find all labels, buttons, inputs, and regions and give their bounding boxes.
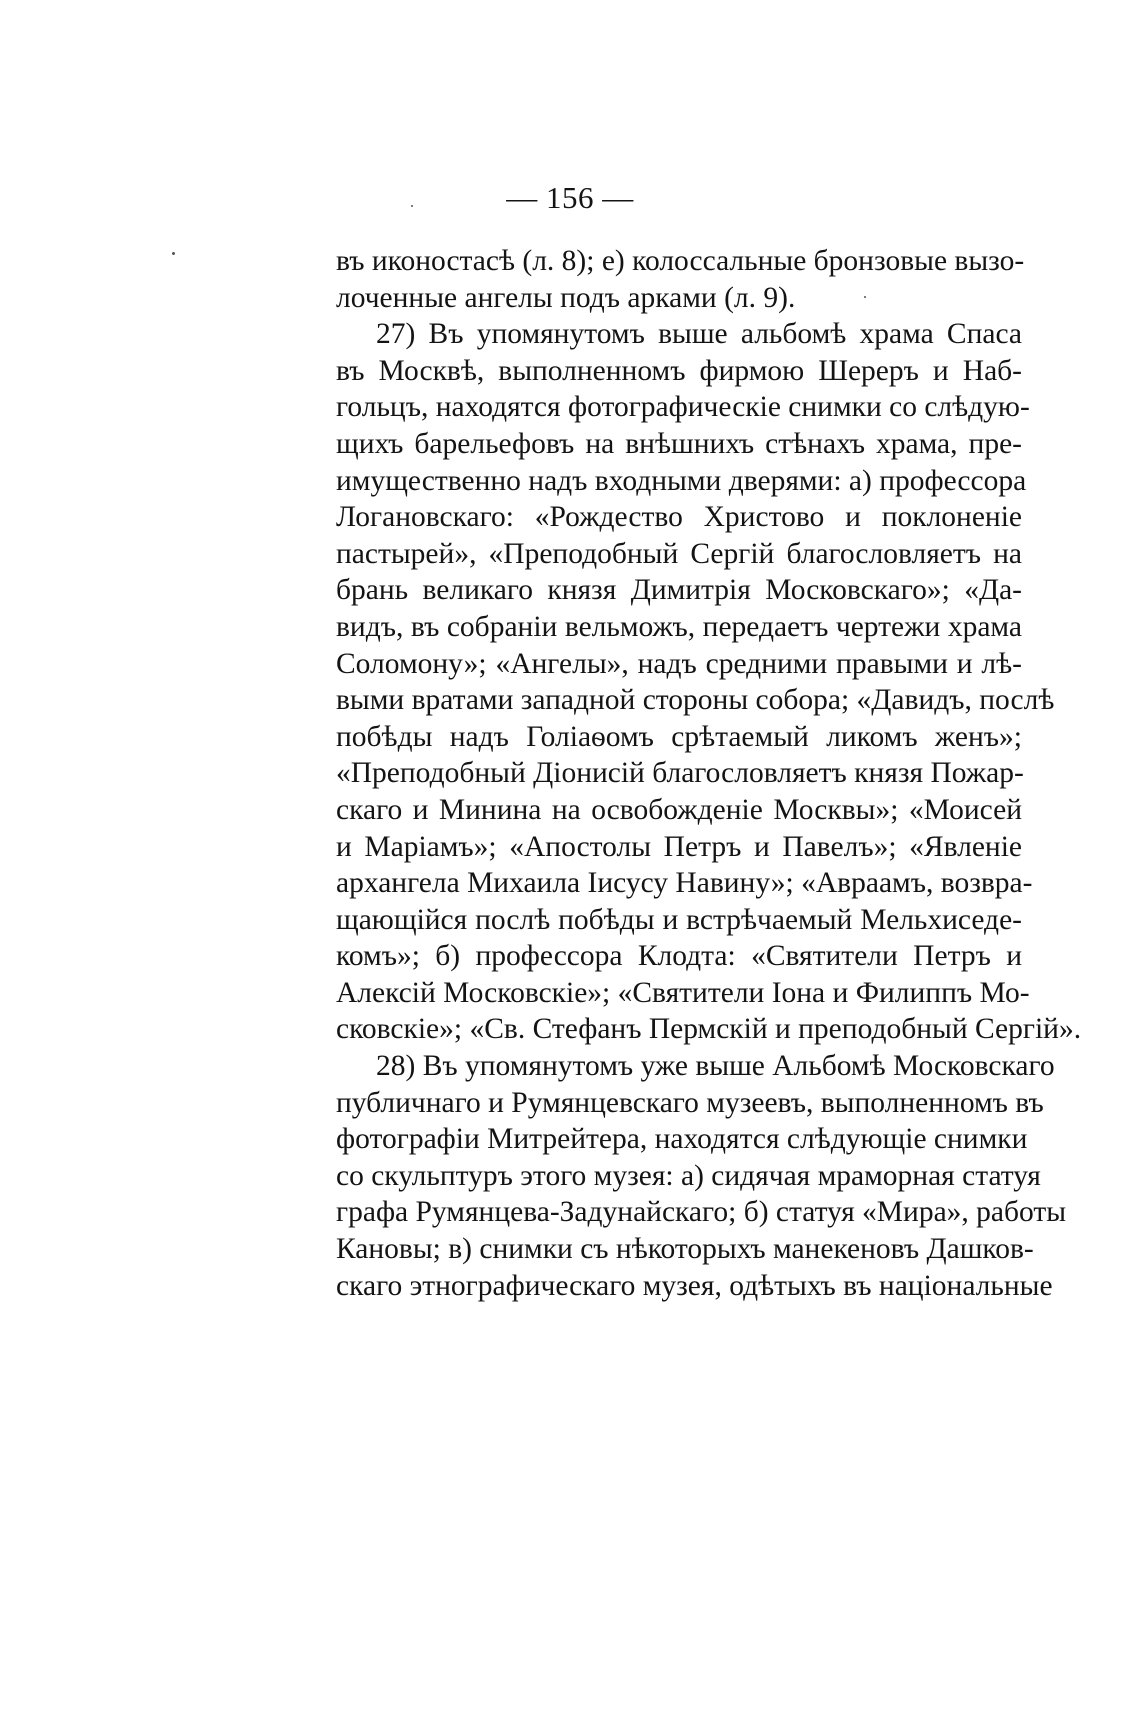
scan-speck [172,252,175,255]
text-line: скаго этнографическаго музея, одѣтыхъ въ національные [336,1269,1053,1302]
text-line: пастырей», «Преподобный Сергій благословляетъ на [336,537,1022,570]
page-number: — 156 — [506,180,634,215]
paragraph-start-line: 28) Въ упомянутомъ уже выше Альбомѣ Московскаго [376,1050,1055,1083]
text-line: гольцъ, находятся фотографическіе снимки со слѣдую- [336,391,1030,424]
text-line: щающійся послѣ побѣды и встрѣчаемый Мельхиседе- [336,903,1022,936]
text-line: побѣды надъ Голіаѳомъ срѣтаемый ликомъ женъ»; [336,720,1022,753]
text-line: фотографіи Митрейтера, находятся слѣдующіе снимки [336,1123,1028,1156]
text-line: Соломону»; «Ангелы», надъ средними правыми и лѣ- [336,647,1022,680]
text-line: Алексій Московскіе»; «Святители Іона и Филиппъ Мо- [336,976,1030,1009]
text-line: имущественно надъ входными дверями: а) профессора [336,464,1027,497]
text-line: выми вратами западной стороны собора; «Давидъ, послѣ [336,684,1055,717]
scan-speck [411,205,413,207]
text-line: въ иконостасѣ (л. 8); е) колоссальные бронзовые вызо- [336,245,1025,277]
text-line: графа Румянцева-Задунайскаго; б) статуя «Мира», работы [336,1196,1067,1229]
text-line: Кановы; в) снимки съ нѣкоторыхъ манекеновъ Дашков- [336,1233,1034,1266]
body-text [336,243,1082,1304]
text-line: и Маріамъ»; «Апостолы Петръ и Павелъ»; «Явленіе [336,830,1022,863]
text-line: видъ, въ собраніи вельможъ, передаетъ чертежи храма [336,610,1022,643]
paragraph-start-line: 27) Въ упомянутомъ выше альбомѣ храма Спаса [376,318,1022,351]
text-line: лоченные ангелы подъ арками (л. 9). [336,281,796,314]
text-line: Логановскаго: «Рождество Христово и поклоненіе [336,501,1022,534]
text-line: въ Москвѣ, выполненномъ фирмою Шереръ и Наб- [336,354,1022,387]
text-line: архангела Михаила Іисусу Навину»; «Авраамъ, возвра- [336,867,1033,900]
text-line: брань великаго князя Димитрія Московскаго»; «Да- [336,574,1022,607]
text-line: щихъ барельефовъ на внѣшнихъ стѣнахъ храма, пре- [336,427,1022,460]
text-line: комъ»; б) профессора Клодта: «Святители Петръ и [336,940,1022,973]
text-line: «Преподобный Діонисій благословляетъ князя Пожар- [336,757,1024,790]
text-line: скаго и Минина на освобожденіе Москвы»; «Моисей [336,793,1022,826]
text-line: сковскіе»; «Св. Стефанъ Пермскій и преподобный Сергій». [336,1013,1082,1046]
text-line: публичнаго и Румянцевскаго музеевъ, выполненномъ въ [336,1086,1044,1119]
text-line: со скульптуръ этого музея: а) сидячая мраморная статуя [336,1159,1041,1192]
